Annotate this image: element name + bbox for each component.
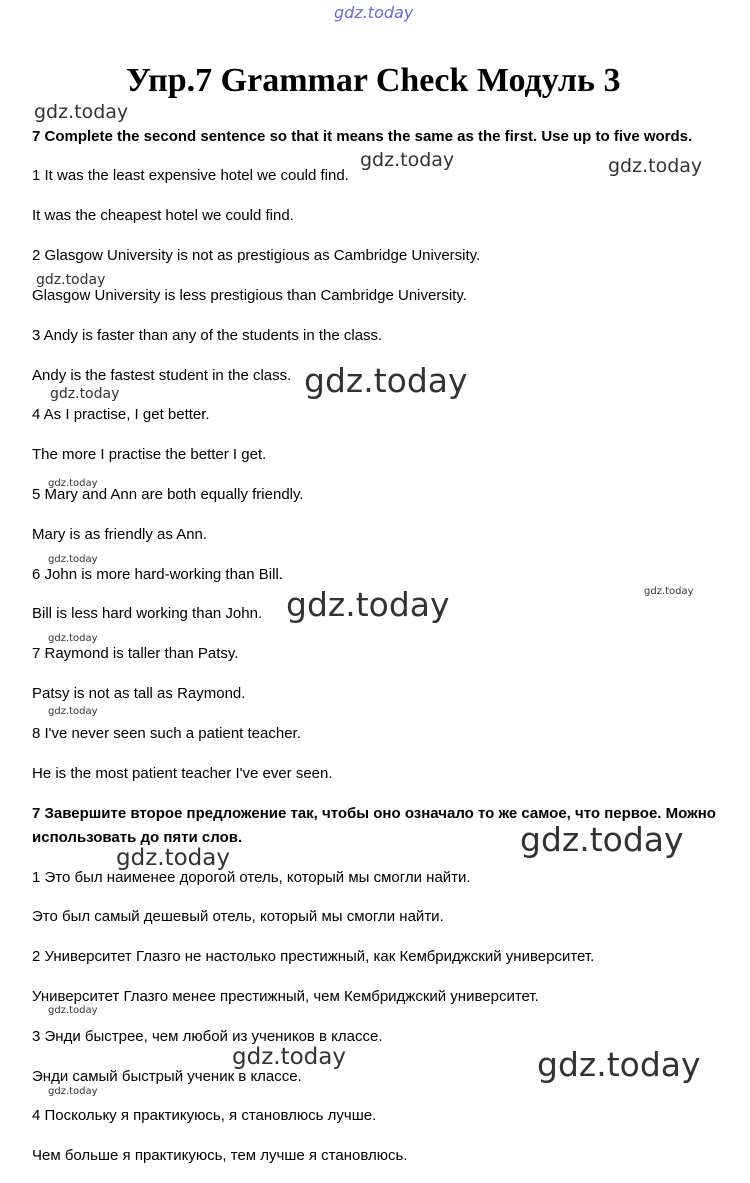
top-watermark: gdz.today — [334, 3, 414, 22]
watermark: gdz.today — [232, 1044, 346, 1070]
watermark: gdz.today — [36, 272, 106, 288]
sentence-line: 4 As I practise, I get better. — [32, 406, 210, 423]
russian-instruction-line1: 7 Завершите второе предложение так, чтобы оно означало то же самое, что первое. Можно — [32, 805, 716, 822]
watermark: gdz.today — [48, 1005, 98, 1016]
sentence-line: Mary is as friendly as Ann. — [32, 526, 208, 543]
watermark: gdz.today — [304, 361, 468, 400]
page-title: Упр.7 Grammar Check Модуль 3 — [126, 62, 621, 99]
watermark: gdz.today — [34, 101, 129, 123]
watermark: gdz.today — [608, 155, 703, 177]
sentence-line: 3 Andy is faster than any of the students in the class. — [32, 327, 383, 344]
russian-instruction-line2: использовать до пяти слов. — [32, 829, 243, 846]
sentence-line: Чем больше я практикуюсь, тем лучше я становлюсь. — [32, 1147, 408, 1164]
sentence-line: Университет Глазго менее престижный, чем Кембриджский университет. — [32, 988, 539, 1005]
sentence-line: Это был самый дешевый отель, который мы смогли найти. — [32, 908, 444, 925]
sentence-line: 2 Университет Глазго не настолько престижный, как Кембриджский университет. — [32, 948, 595, 965]
watermark: gdz.today — [48, 1086, 98, 1097]
watermark: gdz.today — [48, 478, 98, 489]
watermark: gdz.today — [520, 820, 684, 859]
watermark: gdz.today — [286, 585, 450, 624]
sentence-line: It was the cheapest hotel we could find. — [32, 207, 294, 224]
sentence-line: Andy is the fastest student in the class. — [32, 367, 292, 384]
sentence-line: 4 Поскольку я практикуюсь, я становлюсь лучше. — [32, 1107, 377, 1124]
sentence-line: 2 Glasgow University is not as prestigious as Cambridge University. — [32, 247, 481, 264]
watermark: gdz.today — [644, 586, 694, 597]
sentence-line: 5 Mary and Ann are both equally friendly. — [32, 486, 304, 503]
sentence-line: 8 I've never seen such a patient teacher. — [32, 725, 301, 742]
watermark: gdz.today — [537, 1045, 701, 1084]
english-instruction: 7 Complete the second sentence so that it means the same as the first. Use up to five words. — [32, 128, 693, 145]
sentence-line: 1 It was the least expensive hotel we could find. — [32, 167, 349, 184]
sentence-line: 6 John is more hard-working than Bill. — [32, 566, 283, 583]
sentence-line: 1 Это был наименее дорогой отель, который мы смогли найти. — [32, 869, 471, 886]
sentence-line: The more I practise the better I get. — [32, 446, 267, 463]
watermark: gdz.today — [116, 845, 230, 871]
watermark: gdz.today — [50, 386, 120, 402]
sentence-line: Bill is less hard working than John. — [32, 605, 263, 622]
watermark: gdz.today — [48, 706, 98, 717]
watermark: gdz.today — [48, 633, 98, 644]
sentence-line: Энди самый быстрый ученик в классе. — [32, 1068, 302, 1085]
sentence-line: 3 Энди быстрее, чем любой из учеников в классе. — [32, 1028, 383, 1045]
sentence-line: Glasgow University is less prestigious than Cambridge University. — [32, 287, 467, 304]
sentence-line: 7 Raymond is taller than Patsy. — [32, 645, 239, 662]
sentence-line: He is the most patient teacher I've ever seen. — [32, 765, 333, 782]
watermark: gdz.today — [360, 149, 455, 171]
sentence-line: Patsy is not as tall as Raymond. — [32, 685, 246, 702]
watermark: gdz.today — [48, 554, 98, 565]
